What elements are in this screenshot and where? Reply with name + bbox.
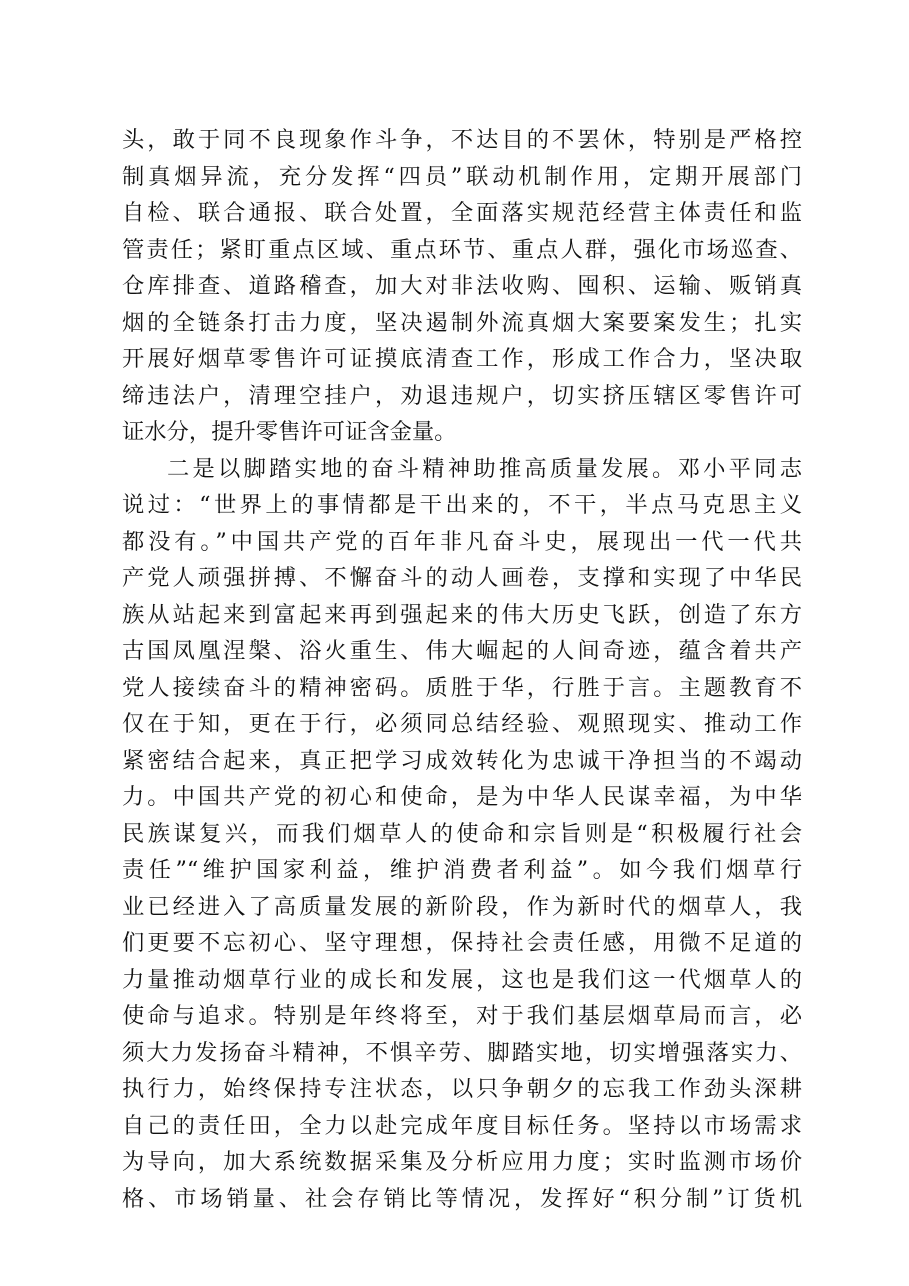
text-line: 古国凤凰涅槃、浴火重生、伟大崛起的人间奇迹，蕴含着共产: [122, 638, 802, 664]
text-line: 须大力发扬奋斗精神，不惧辛劳、脚踏实地，切实增强落实力、: [122, 1039, 802, 1066]
body-text: [122, 122, 802, 1217]
text-line: 力量推动烟草行业的成长和发展，这也是我们这一代烟草人的: [122, 966, 802, 993]
text-line: 自己的责任田，全力以赴完成年度目标任务。坚持以市场需求: [122, 1112, 802, 1139]
text-line: 仅在于知，更在于行，必须同总结经验、观照现实、推动工作: [122, 711, 802, 737]
text-line: 执行力，始终保持专注状态，以只争朝夕的忘我工作劲头深耕: [122, 1076, 802, 1102]
text-line: 证水分，提升零售许可证含金量。: [122, 419, 457, 445]
text-line: 自检、联合通报、联合处置，全面落实规范经营主体责任和监: [122, 200, 802, 226]
text-line: 民族谋复兴，而我们烟草人的使命和宗旨则是“积极履行社会: [122, 820, 802, 847]
text-line: 责任”“维护国家利益，维护消费者利益”。如今我们烟草行: [122, 857, 802, 883]
text-line: 产党人顽强拼搏、不懈奋斗的动人画卷，支撑和实现了中华民: [122, 565, 802, 591]
text-line: 使命与追求。特别是年终将至，对于我们基层烟草局而言，必: [122, 1003, 802, 1029]
text-line: 党人接续奋斗的精神密码。质胜于华，行胜于言。主题教育不: [122, 674, 802, 701]
text-line: 开展好烟草零售许可证摸底清查工作，形成工作合力，坚决取: [122, 346, 802, 372]
text-line: 说过：“世界上的事情都是干出来的，不干，半点马克思主义: [122, 492, 802, 518]
text-line: 族从站起来到富起来再到强起来的伟大历史飞跃，创造了东方: [122, 601, 802, 628]
text-line: 紧密结合起来，真正把学习成效转化为忠诚干净担当的不竭动: [122, 747, 802, 774]
text-line: 烟的全链条打击力度，坚决遏制外流真烟大案要案发生；扎实: [122, 309, 802, 336]
text-line: 头，敢于同不良现象作斗争，不达目的不罢休，特别是严格控: [122, 127, 802, 153]
text-line: 缔违法户，清理空挂户，劝退违规户，切实挤压辖区零售许可: [122, 382, 802, 409]
text-line: 为导向，加大系统数据采集及分析应用力度；实时监测市场价: [122, 1149, 802, 1175]
paragraph-start-line: 二是以脚踏实地的奋斗精神助推高质量发展。邓小平同志: [167, 455, 802, 482]
text-line: 仓库排查、道路稽查，加大对非法收购、囤积、运输、贩销真: [122, 273, 802, 299]
text-line: 管责任；紧盯重点区域、重点环节、重点人群，强化市场巡查、: [122, 236, 802, 263]
text-line: 们更要不忘初心、坚守理想，保持社会责任感，用微不足道的: [122, 930, 802, 956]
text-line: 力。中国共产党的初心和使命，是为中华人民谋幸福，为中华: [122, 784, 802, 810]
text-line: 业已经进入了高质量发展的新阶段，作为新时代的烟草人，我: [122, 893, 802, 920]
text-line: 制真烟异流，充分发挥“四员”联动机制作用，定期开展部门: [122, 163, 802, 190]
text-line: 都没有。”中国共产党的百年非凡奋斗史，展现出一代一代共: [122, 528, 802, 555]
text-line: 格、市场销量、社会存销比等情况，发挥好“积分制”订货机: [122, 1185, 802, 1212]
